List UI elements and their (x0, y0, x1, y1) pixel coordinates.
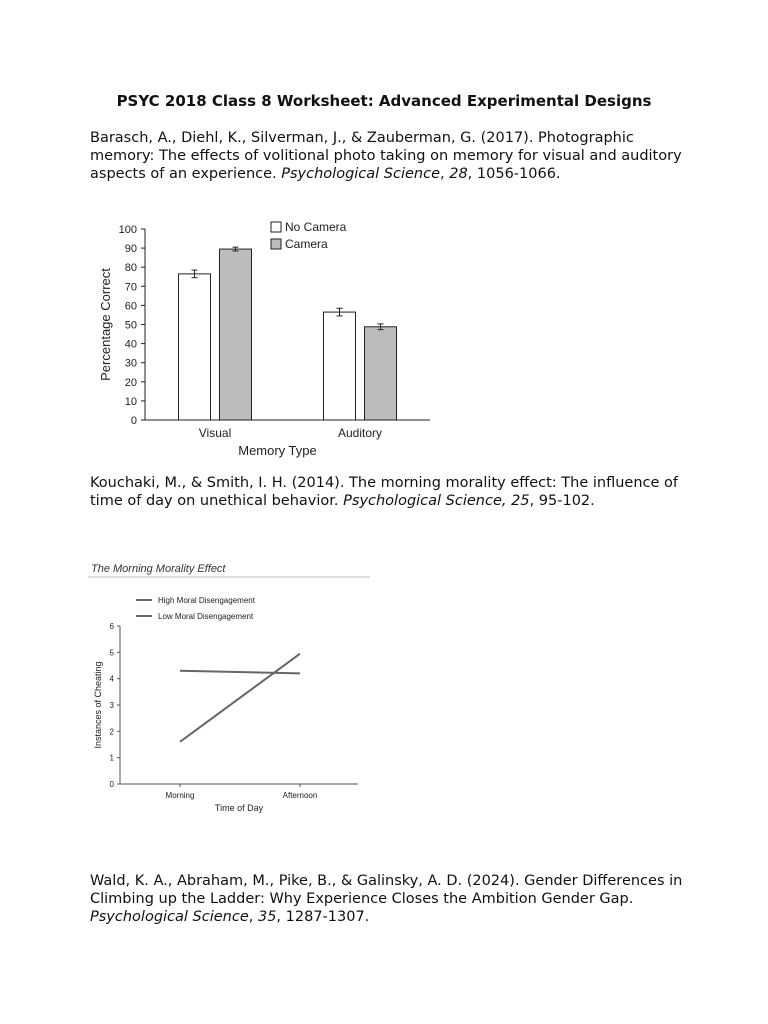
series-line (180, 654, 300, 742)
y-tick-label: 50 (124, 319, 137, 332)
legend-label: No Camera (285, 220, 347, 234)
reference-pages: , 1287-1307. (276, 909, 370, 925)
y-tick-label: 70 (124, 281, 137, 294)
y-tick-label: 0 (130, 415, 137, 427)
y-tick-label: 3 (109, 701, 114, 710)
legend-label: High Moral Disengagement (158, 596, 255, 605)
reference-journal: Psychological Science, 25 (343, 493, 530, 509)
x-tick-label: Afternoon (282, 791, 318, 800)
y-tick-label: 80 (124, 262, 137, 275)
bar (365, 327, 397, 420)
y-tick-label: 40 (124, 338, 137, 351)
bar (324, 312, 356, 420)
bar (179, 274, 211, 420)
legend-swatch (271, 239, 281, 249)
y-axis-label: Instances of Cheating (93, 661, 103, 749)
x-tick-label: Morning (165, 791, 195, 800)
x-axis-label: Time of Day (214, 803, 264, 813)
reference-2 (90, 474, 690, 510)
reference-pages: , 95-102. (529, 493, 595, 509)
y-tick-label: 60 (124, 300, 137, 313)
reference-journal: Psychological Science (90, 909, 249, 925)
legend-swatch (271, 222, 281, 232)
x-tick-label: Auditory (337, 426, 383, 440)
bar (220, 249, 252, 420)
x-axis-label: Memory Type (238, 443, 317, 458)
legend-label: Camera (285, 237, 328, 251)
x-tick-label: Visual (198, 426, 232, 440)
y-tick-label: 30 (124, 357, 137, 370)
reference-volume: 35 (257, 909, 277, 925)
y-tick-label: 2 (109, 727, 114, 737)
legend-label: Low Moral Disengagement (158, 612, 254, 621)
reference-authors: Kouchaki, M., & Smith, I. H. (2014). The morning morality effect: The influence of time of day on unethical behavior. (90, 475, 679, 509)
morning-morality-line-chart (88, 558, 372, 820)
y-tick-label: 90 (124, 243, 137, 256)
reference-volume: 28 (449, 166, 468, 182)
y-tick-label: 5 (109, 648, 114, 658)
y-tick-label: 4 (109, 674, 114, 684)
y-tick-label: 6 (109, 622, 114, 631)
chart-title: The Morning Morality Effect (91, 563, 226, 575)
y-tick-label: 0 (109, 780, 114, 789)
memory-type-bar-chart (90, 212, 450, 464)
page-title: PSYC 2018 Class 8 Worksheet: Advanced Experimental Designs (116, 92, 652, 110)
reference-3: Wald, K. A., Abraham, M., Pike, B., & Galinsky, A. D. (2024). Gender Differences in Climbing up the Ladder: Why Experience Closes the Ambition Gender Gap. Psychological Science, 35, 1287-1307. (90, 873, 683, 925)
y-tick-label: 1 (109, 753, 114, 763)
reference-authors: Wald, K. A., Abraham, M., Pike, B., & Galinsky, A. D. (2024). Gender Differences in Climbing up the Ladder: Why Experience Closes the Ambition Gender Gap. (90, 873, 683, 907)
reference-pages: , 1056-1066. (467, 166, 561, 182)
y-tick-label: 10 (124, 395, 137, 408)
reference-journal: Psychological Science (281, 166, 440, 182)
y-axis-label: Percentage Correct (98, 268, 113, 381)
reference-1: Barasch, A., Diehl, K., Silverman, J., & Zauberman, G. (2017). Photographic memory: The effects of volitional photo taking on memory for visual and auditory aspects of an experience. Psychological Science, 28, 1056-1066. (90, 130, 682, 182)
series-line (180, 671, 300, 674)
y-tick-label: 20 (124, 376, 137, 389)
y-tick-label: 100 (118, 224, 137, 236)
reference-authors: Barasch, A., Diehl, K., Silverman, J., & Zauberman, G. (2017). Photographic memory: The effects of volitional photo taking on memory for visual and auditory aspects of an experience. (90, 130, 682, 182)
